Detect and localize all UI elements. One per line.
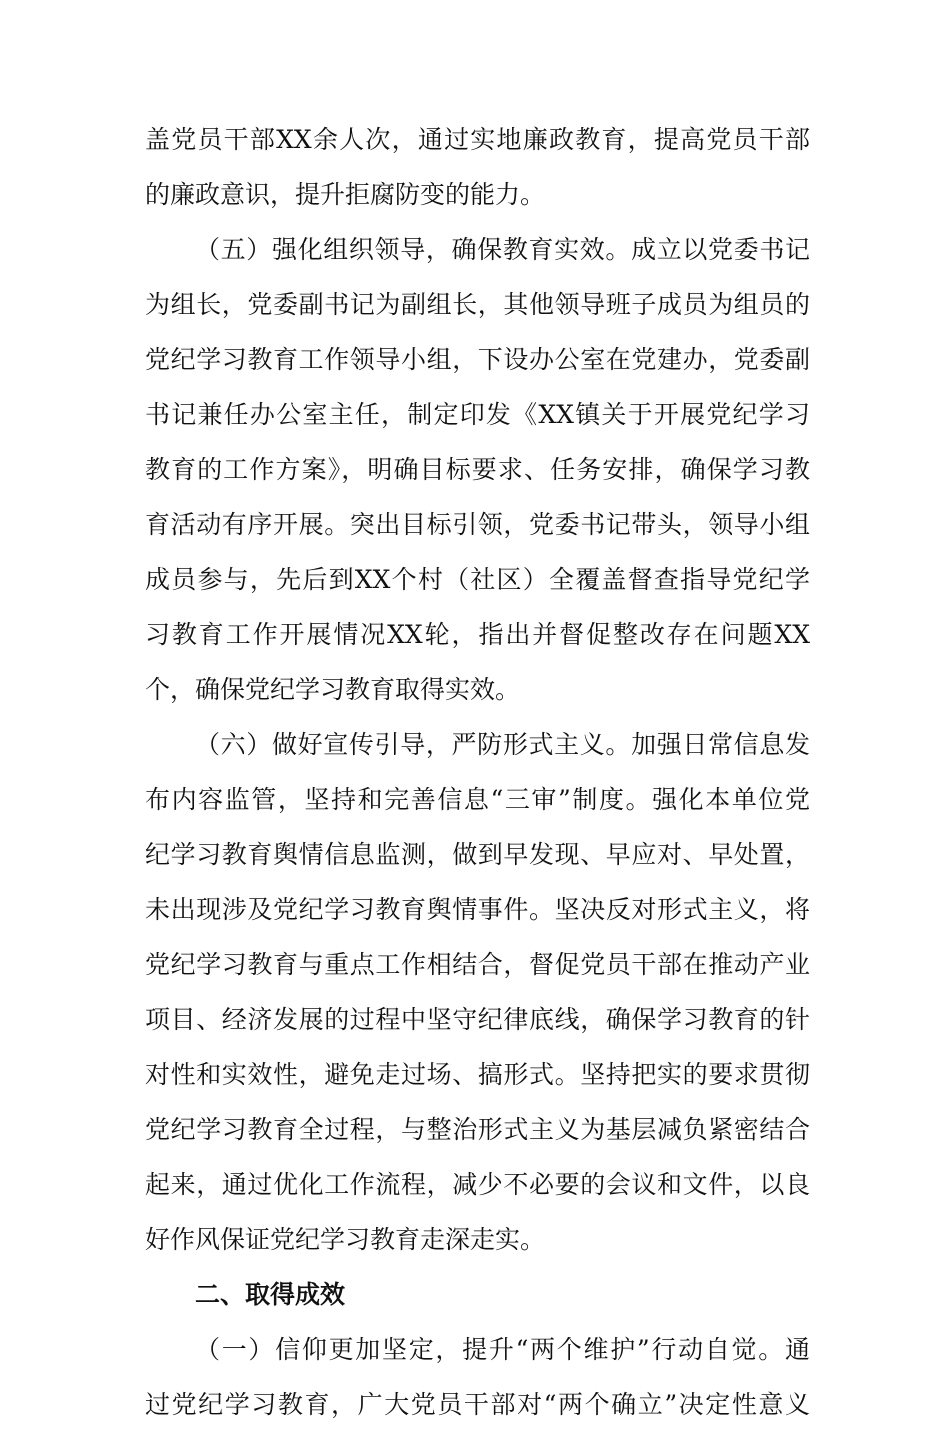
text-line: 项目、经济发展的过程中坚守纪律底线，确保学习教育的针 (145, 1005, 810, 1034)
text-line: 未出现涉及党纪学习教育舆情事件。坚决反对形式主义，将 (145, 895, 810, 924)
text-line: 习教育工作开展情况XX轮，指出并督促整改存在问题XX (145, 620, 810, 649)
text-line: 过党纪学习教育，广大党员干部对“两个确立”决定性意义 (145, 1390, 810, 1419)
text-line: 为组长，党委副书记为副组长，其他领导班子成员为组员的 (145, 290, 810, 319)
text-line: 盖党员干部XX余人次，通过实地廉政教育，提高党员干部 (145, 125, 810, 154)
text-line: 对性和实效性，避免走过场、搞形式。坚持把实的要求贯彻 (145, 1060, 810, 1089)
text-line: 起来，通过优化工作流程，减少不必要的会议和文件，以良 (145, 1170, 810, 1199)
text-line: 教育的工作方案》，明确目标要求、任务安排，确保学习教 (145, 455, 810, 484)
text-line: 的廉政意识，提升拒腐防变的能力。 (145, 180, 546, 209)
paragraph-7 (145, 1322, 810, 1432)
section-heading: 二、取得成效 (195, 1280, 346, 1309)
document-body (145, 112, 810, 1432)
text-line: 好作风保证党纪学习教育走深走实。 (145, 1225, 546, 1254)
paragraph-6 (145, 717, 810, 1267)
text-line: （五）强化组织领导，确保教育实效。成立以党委书记 (195, 235, 810, 264)
text-line: （一）信仰更加坚定，提升“两个维护”行动自觉。通 (195, 1335, 810, 1364)
text-line: 党纪学习教育工作领导小组，下设办公室在党建办，党委副 (145, 345, 810, 374)
text-line: 育活动有序开展。突出目标引领，党委书记带头，领导小组 (145, 510, 810, 539)
text-line: 布内容监管，坚持和完善信息“三审”制度。强化本单位党 (145, 785, 810, 814)
text-line: 党纪学习教育全过程，与整治形式主义为基层减负紧密结合 (145, 1115, 810, 1144)
paragraph-5 (145, 222, 810, 717)
text-line: （六）做好宣传引导，严防形式主义。加强日常信息发 (195, 730, 810, 759)
text-line: 书记兼任办公室主任，制定印发《XX镇关于开展党纪学习 (145, 400, 810, 429)
text-line: 纪学习教育舆情信息监测，做到早发现、早应对、早处置， (145, 840, 810, 869)
paragraph-continued (145, 112, 810, 222)
text-line: 党纪学习教育与重点工作相结合，督促党员干部在推动产业 (145, 950, 810, 979)
text-line: 成员参与，先后到XX个村（社区）全覆盖督查指导党纪学 (145, 565, 810, 594)
text-line: 个，确保党纪学习教育取得实效。 (145, 675, 521, 704)
